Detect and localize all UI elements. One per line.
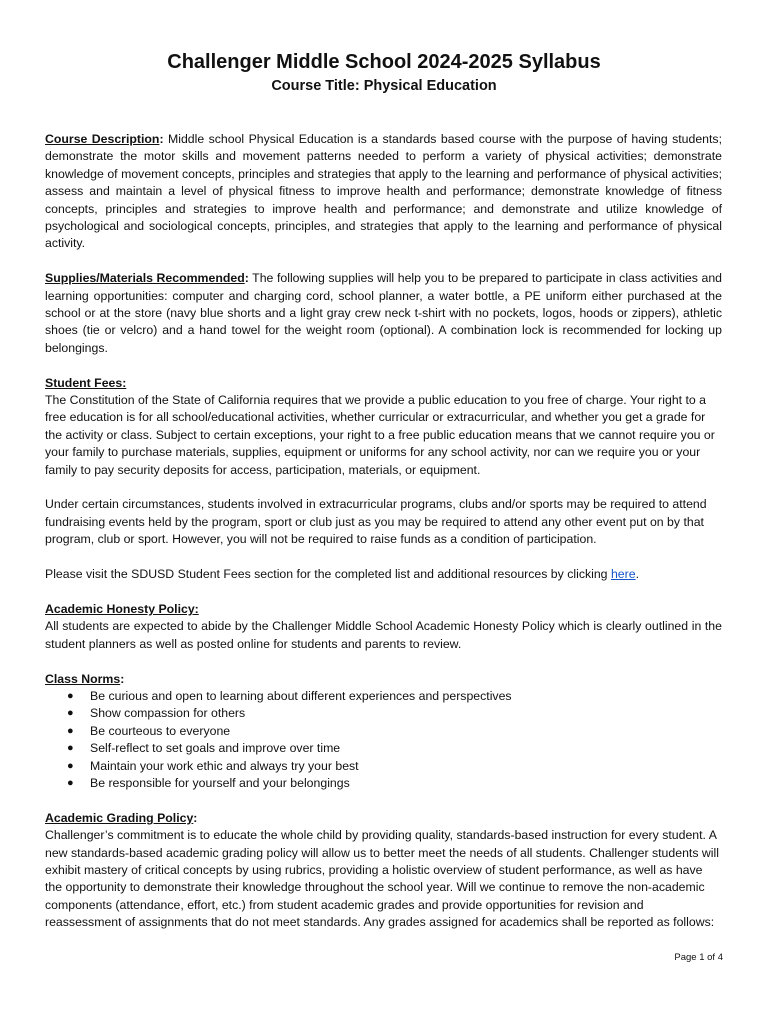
norm-text: Show compassion for others bbox=[90, 706, 246, 721]
list-item bbox=[45, 705, 722, 722]
course-title: Course Title: Physical Education bbox=[271, 78, 497, 94]
list-item bbox=[45, 758, 722, 775]
list-item bbox=[45, 723, 722, 740]
course-description-text: Middle school Physical Education is a standards based course with the purpose of having students; demonstrate the motor skills and movement patterns needed to perform a variety of physical activities; demonstrate knowledge of movement concepts, principles and strategies that apply to the learning and performance of physical activities; assess and maintain a level of physical fitness to improve health and performance; demonstrate knowledge of fitness concepts, principles and strategies to improve health and performance; and demonstrate and utilize knowledge of psychological and sociological concepts, principles, and strategies that apply to the learning and performance of physical activity. bbox=[45, 132, 722, 251]
student-fees-paragraph-3 bbox=[45, 566, 722, 583]
document-title: Challenger Middle School 2024-2025 Syllabus bbox=[167, 51, 601, 73]
norm-text: Self-reflect to set goals and improve over time bbox=[90, 741, 341, 756]
course-description-heading-colon: : bbox=[159, 132, 164, 146]
student-fees-paragraph-3-text: Please visit the SDUSD Student Fees section for the completed list and additional resources by clicking bbox=[45, 567, 611, 582]
academic-honesty-section bbox=[45, 601, 722, 653]
grading-policy-heading-line bbox=[45, 810, 722, 827]
class-norms-list bbox=[45, 688, 722, 792]
list-item bbox=[45, 740, 722, 757]
norm-text: Be responsible for yourself and your belongings bbox=[90, 775, 350, 790]
bullet-icon: ● bbox=[67, 724, 74, 737]
bullet-icon: ● bbox=[67, 689, 74, 702]
class-norms-heading: Class Norms bbox=[45, 671, 121, 686]
class-norms-heading-colon: : bbox=[120, 671, 125, 686]
bullet-icon: ● bbox=[67, 776, 74, 789]
norm-text: Maintain your work ethic and always try your best bbox=[90, 758, 359, 773]
supplies-text: The following supplies will help you to be prepared to participate in class activities and learning opportunities: computer and charging cord, school planner, a water bottle, a PE uniform either purchased at the school or at the store (navy blue shorts and a light gray crew neck t-shirt with no pockets, logos, hoods or zippers), athletic shoes (tie or velcro) and a hand towel for the weight room (optional). A combination lock is recommended for locking up belongings. bbox=[45, 271, 723, 355]
student-fees-paragraph-3-end: . bbox=[635, 567, 639, 582]
grading-policy-heading: Academic Grading Policy bbox=[45, 810, 194, 825]
document-body bbox=[45, 131, 722, 949]
page-number: Page 1 of 4 bbox=[674, 952, 723, 963]
grading-policy-text: Challenger’s commitment is to educate the whole child by providing quality, standards-based instruction for every student. A new standards-based academic grading policy will allow us to better meet the needs of all students. Challenger students will exhibit mastery of critical concepts by using rubrics, providing a holistic overview of student performance, as well as have the opportunity to demonstrate their knowledge throughout the school year. Will we continue to remove the non-academic components (attendance, effort, etc.) from student academic grades and provide opportunities for revision and reassessment of assignments that do not meet standards. Any grades assigned for academics shall be reported as follows: bbox=[45, 828, 719, 930]
student-fees-paragraph-2: Under certain circumstances, students involved in extracurricular programs, clubs and/or sports may be required to attend fundraising events held by the program, sport or club just as you may be required to attend any other event put on by that program, club or sport. However, you will not be required to raise funds as a condition of participation. bbox=[45, 497, 707, 547]
list-item bbox=[45, 688, 722, 705]
academic-honesty-heading: Academic Honesty Policy: bbox=[45, 601, 199, 616]
supplies-heading: Supplies/Materials Recommended bbox=[45, 271, 245, 286]
bullet-icon: ● bbox=[67, 707, 74, 720]
academic-honesty-text: All students are expected to abide by the Challenger Middle School Academic Honesty Policy which is clearly outlined in the student planners as well as posted online for students and parents to review. bbox=[45, 619, 722, 651]
bullet-icon: ● bbox=[67, 759, 74, 772]
class-norms-heading-line bbox=[45, 671, 722, 688]
list-item bbox=[45, 775, 722, 792]
norm-text: Be courteous to everyone bbox=[90, 723, 231, 738]
bullet-icon: ● bbox=[67, 742, 74, 755]
supplies-heading-colon: : bbox=[244, 271, 249, 286]
grading-policy-section bbox=[45, 810, 722, 932]
student-fees-section bbox=[45, 375, 722, 584]
grading-policy-heading-colon: : bbox=[193, 810, 198, 825]
student-fees-heading: Student Fees: bbox=[45, 375, 127, 390]
student-fees-paragraph-1: The Constitution of the State of California requires that we provide a public education to you free of charge. Your right to a free education is for all school/educational activities, whether curricular or extracurricular, and whether you get a grade for the activity or class. Subject to certain exceptions, your right to a free public education means that we cannot require you or your family to purchase materials, supplies, equipment or uniforms for any school activity, nor can we require you or your family to pay security deposits for access, participation, materials, or equipment. bbox=[45, 393, 715, 477]
supplies-section bbox=[45, 270, 722, 357]
course-description-section bbox=[45, 131, 722, 253]
norm-text: Be curious and open to learning about different experiences and perspectives bbox=[90, 688, 512, 703]
class-norms-section bbox=[45, 671, 722, 793]
course-description-heading: Course Description bbox=[45, 132, 160, 146]
student-fees-link[interactable]: here bbox=[610, 567, 636, 582]
